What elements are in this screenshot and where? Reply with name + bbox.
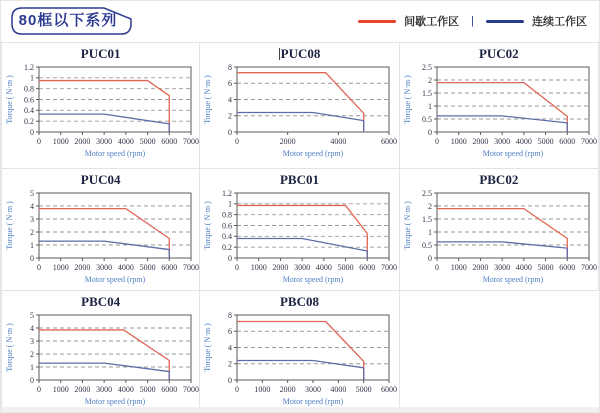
svg-text:4: 4 xyxy=(29,201,34,211)
svg-text:7000: 7000 xyxy=(182,385,199,394)
chart-title: PBC02 xyxy=(479,172,519,187)
svg-text:1000: 1000 xyxy=(52,137,69,146)
svg-text:3000: 3000 xyxy=(95,385,112,394)
svg-text:1000: 1000 xyxy=(450,137,467,146)
svg-text:4000: 4000 xyxy=(515,263,532,272)
svg-text:5000: 5000 xyxy=(537,263,554,272)
svg-text:3000: 3000 xyxy=(305,385,322,394)
svg-text:0.6: 0.6 xyxy=(23,95,34,105)
svg-text:0.8: 0.8 xyxy=(23,84,34,94)
svg-text:2.5: 2.5 xyxy=(421,188,432,198)
svg-text:7000: 7000 xyxy=(580,137,597,146)
legend-line-intermittent-icon xyxy=(358,20,396,23)
svg-text:8: 8 xyxy=(228,310,233,320)
svg-text:5000: 5000 xyxy=(338,263,355,272)
svg-text:0: 0 xyxy=(29,375,34,385)
chart-cell-puc04 xyxy=(1,169,200,291)
torque-speed-plot xyxy=(3,310,199,408)
chart-title: PBC01 xyxy=(279,172,319,187)
svg-text:Motor speed (rpm): Motor speed (rpm) xyxy=(84,397,145,406)
page-title: 80框以下系列 xyxy=(18,12,118,29)
svg-text:0: 0 xyxy=(434,137,439,146)
torque-speed-plot xyxy=(401,188,597,288)
svg-text:2: 2 xyxy=(29,227,34,237)
charts-grid xyxy=(1,42,599,408)
svg-text:3000: 3000 xyxy=(493,137,510,146)
svg-text:1.2: 1.2 xyxy=(222,188,233,198)
svg-text:0: 0 xyxy=(228,253,233,263)
svg-text:2000: 2000 xyxy=(74,385,91,394)
svg-text:0: 0 xyxy=(427,253,432,263)
svg-text:0: 0 xyxy=(36,137,41,146)
legend-label-continuous: 连续工作区 xyxy=(532,16,587,28)
svg-text:2: 2 xyxy=(228,111,233,121)
svg-text:5: 5 xyxy=(29,188,34,198)
text-caret xyxy=(279,48,280,60)
svg-text:4000: 4000 xyxy=(330,137,347,146)
svg-text:0.4: 0.4 xyxy=(222,232,233,242)
svg-text:Torque ( N·m ): Torque ( N·m ) xyxy=(402,201,412,250)
svg-text:7000: 7000 xyxy=(381,263,398,272)
svg-text:0: 0 xyxy=(235,263,240,272)
svg-text:1000: 1000 xyxy=(52,263,69,272)
svg-text:0: 0 xyxy=(235,137,240,146)
svg-text:6000: 6000 xyxy=(559,137,576,146)
svg-text:0.2: 0.2 xyxy=(23,116,34,126)
svg-text:Motor speed (rpm): Motor speed (rpm) xyxy=(482,275,544,284)
svg-text:4000: 4000 xyxy=(117,137,134,146)
svg-text:5000: 5000 xyxy=(139,385,156,394)
svg-text:3: 3 xyxy=(29,336,34,346)
svg-text:Motor speed (rpm): Motor speed (rpm) xyxy=(283,397,344,406)
svg-text:0.5: 0.5 xyxy=(421,240,432,250)
svg-text:Torque ( N·m ): Torque ( N·m ) xyxy=(203,201,213,250)
svg-text:4000: 4000 xyxy=(117,385,134,394)
svg-text:Motor speed (rpm): Motor speed (rpm) xyxy=(283,149,344,158)
svg-text:5000: 5000 xyxy=(537,137,554,146)
svg-text:4: 4 xyxy=(228,95,233,105)
svg-text:3: 3 xyxy=(29,214,34,224)
chart-cell-puc08 xyxy=(200,42,399,169)
svg-text:Torque ( N·m ): Torque ( N·m ) xyxy=(4,323,14,372)
svg-text:Motor speed (rpm): Motor speed (rpm) xyxy=(283,275,344,284)
chart-title: PUC02 xyxy=(478,46,519,61)
svg-text:7000: 7000 xyxy=(580,263,597,272)
chart-legend xyxy=(358,13,587,29)
chart-title: PUC08 xyxy=(280,46,321,61)
series-title-badge xyxy=(11,7,133,35)
svg-text:7000: 7000 xyxy=(182,137,199,146)
svg-text:1: 1 xyxy=(29,362,34,372)
svg-text:0: 0 xyxy=(228,127,233,137)
svg-text:3000: 3000 xyxy=(294,263,311,272)
svg-text:1: 1 xyxy=(427,101,432,111)
torque-speed-plot xyxy=(3,188,199,288)
svg-text:0: 0 xyxy=(427,127,432,137)
svg-text:1000: 1000 xyxy=(52,385,69,394)
svg-text:2: 2 xyxy=(427,201,432,211)
svg-text:0: 0 xyxy=(235,385,240,394)
legend-label-intermittent: 间歇工作区 xyxy=(404,16,460,28)
chart-title: PUC04 xyxy=(80,172,121,187)
svg-text:Torque ( N·m ): Torque ( N·m ) xyxy=(402,75,412,124)
chart-cell-puc01 xyxy=(1,42,200,169)
svg-text:4000: 4000 xyxy=(316,263,333,272)
svg-text:0: 0 xyxy=(29,253,34,263)
svg-text:0.2: 0.2 xyxy=(222,242,233,252)
svg-text:3000: 3000 xyxy=(493,263,510,272)
svg-text:0: 0 xyxy=(36,385,41,394)
svg-text:2000: 2000 xyxy=(472,137,489,146)
svg-text:6000: 6000 xyxy=(381,385,398,394)
svg-text:2000: 2000 xyxy=(280,137,297,146)
chart-cell-pbc02 xyxy=(400,169,599,291)
svg-text:6000: 6000 xyxy=(359,263,376,272)
svg-text:3000: 3000 xyxy=(95,263,112,272)
svg-text:7000: 7000 xyxy=(182,263,199,272)
svg-text:0.8: 0.8 xyxy=(222,210,233,220)
svg-text:1: 1 xyxy=(29,240,34,250)
svg-text:1.5: 1.5 xyxy=(421,88,432,98)
chart-title: PBC08 xyxy=(279,294,319,309)
svg-text:6000: 6000 xyxy=(160,263,177,272)
legend-line-continuous-icon xyxy=(486,20,524,23)
torque-speed-plot xyxy=(3,62,199,162)
svg-text:0: 0 xyxy=(434,263,439,272)
svg-text:0.5: 0.5 xyxy=(421,114,432,124)
svg-text:3000: 3000 xyxy=(95,137,112,146)
svg-text:4: 4 xyxy=(29,323,34,333)
svg-text:1: 1 xyxy=(29,73,34,83)
header xyxy=(1,1,599,42)
svg-text:Torque ( N·m ): Torque ( N·m ) xyxy=(4,201,14,250)
svg-text:Torque ( N·m ): Torque ( N·m ) xyxy=(203,75,213,124)
svg-text:2000: 2000 xyxy=(472,263,489,272)
svg-text:0.6: 0.6 xyxy=(222,221,233,231)
svg-text:2.5: 2.5 xyxy=(421,62,432,72)
svg-text:1: 1 xyxy=(427,227,432,237)
torque-speed-plot xyxy=(201,62,397,162)
svg-text:6000: 6000 xyxy=(381,137,398,146)
svg-text:2: 2 xyxy=(228,359,233,369)
svg-text:8: 8 xyxy=(228,62,233,72)
torque-speed-plot xyxy=(201,188,397,288)
chart-cell-pbc04 xyxy=(1,291,200,408)
svg-text:5: 5 xyxy=(29,310,34,320)
chart-title: PUC01 xyxy=(80,46,121,61)
bottom-edge-strip xyxy=(1,407,599,412)
svg-text:Torque ( N·m ): Torque ( N·m ) xyxy=(4,75,14,124)
svg-text:4: 4 xyxy=(228,343,233,353)
svg-text:2000: 2000 xyxy=(280,385,297,394)
svg-text:2000: 2000 xyxy=(74,137,91,146)
svg-text:6000: 6000 xyxy=(160,137,177,146)
torque-speed-plot xyxy=(401,62,597,162)
svg-text:2: 2 xyxy=(427,75,432,85)
svg-text:1000: 1000 xyxy=(254,385,271,394)
svg-text:5000: 5000 xyxy=(356,385,373,394)
svg-text:1.2: 1.2 xyxy=(23,62,34,72)
chart-cell-puc02 xyxy=(400,42,599,169)
svg-text:Torque ( N·m ): Torque ( N·m ) xyxy=(203,323,213,372)
chart-title: PBC04 xyxy=(81,294,121,309)
svg-text:1000: 1000 xyxy=(251,263,268,272)
svg-text:5000: 5000 xyxy=(139,137,156,146)
svg-text:6: 6 xyxy=(228,79,233,89)
svg-text:2000: 2000 xyxy=(272,263,289,272)
torque-speed-plot xyxy=(201,310,397,408)
svg-text:Motor speed (rpm): Motor speed (rpm) xyxy=(84,149,145,158)
svg-text:2000: 2000 xyxy=(74,263,91,272)
svg-text:0: 0 xyxy=(29,127,34,137)
svg-text:1.5: 1.5 xyxy=(421,214,432,224)
svg-text:Motor speed (rpm): Motor speed (rpm) xyxy=(84,275,145,284)
svg-text:6000: 6000 xyxy=(160,385,177,394)
svg-text:2: 2 xyxy=(29,349,34,359)
svg-text:5000: 5000 xyxy=(139,263,156,272)
legend-separator: | xyxy=(471,15,474,27)
chart-cell-pbc01 xyxy=(200,169,399,291)
svg-text:Motor speed (rpm): Motor speed (rpm) xyxy=(482,149,544,158)
svg-text:4000: 4000 xyxy=(330,385,347,394)
svg-text:0: 0 xyxy=(228,375,233,385)
svg-text:4000: 4000 xyxy=(117,263,134,272)
svg-text:4000: 4000 xyxy=(515,137,532,146)
svg-text:6: 6 xyxy=(228,327,233,337)
svg-text:1000: 1000 xyxy=(450,263,467,272)
svg-text:1: 1 xyxy=(228,199,233,209)
svg-text:0: 0 xyxy=(36,263,41,272)
svg-text:6000: 6000 xyxy=(559,263,576,272)
empty-cell xyxy=(400,291,599,408)
chart-cell-pbc08 xyxy=(200,291,399,408)
svg-text:0.4: 0.4 xyxy=(23,106,34,116)
